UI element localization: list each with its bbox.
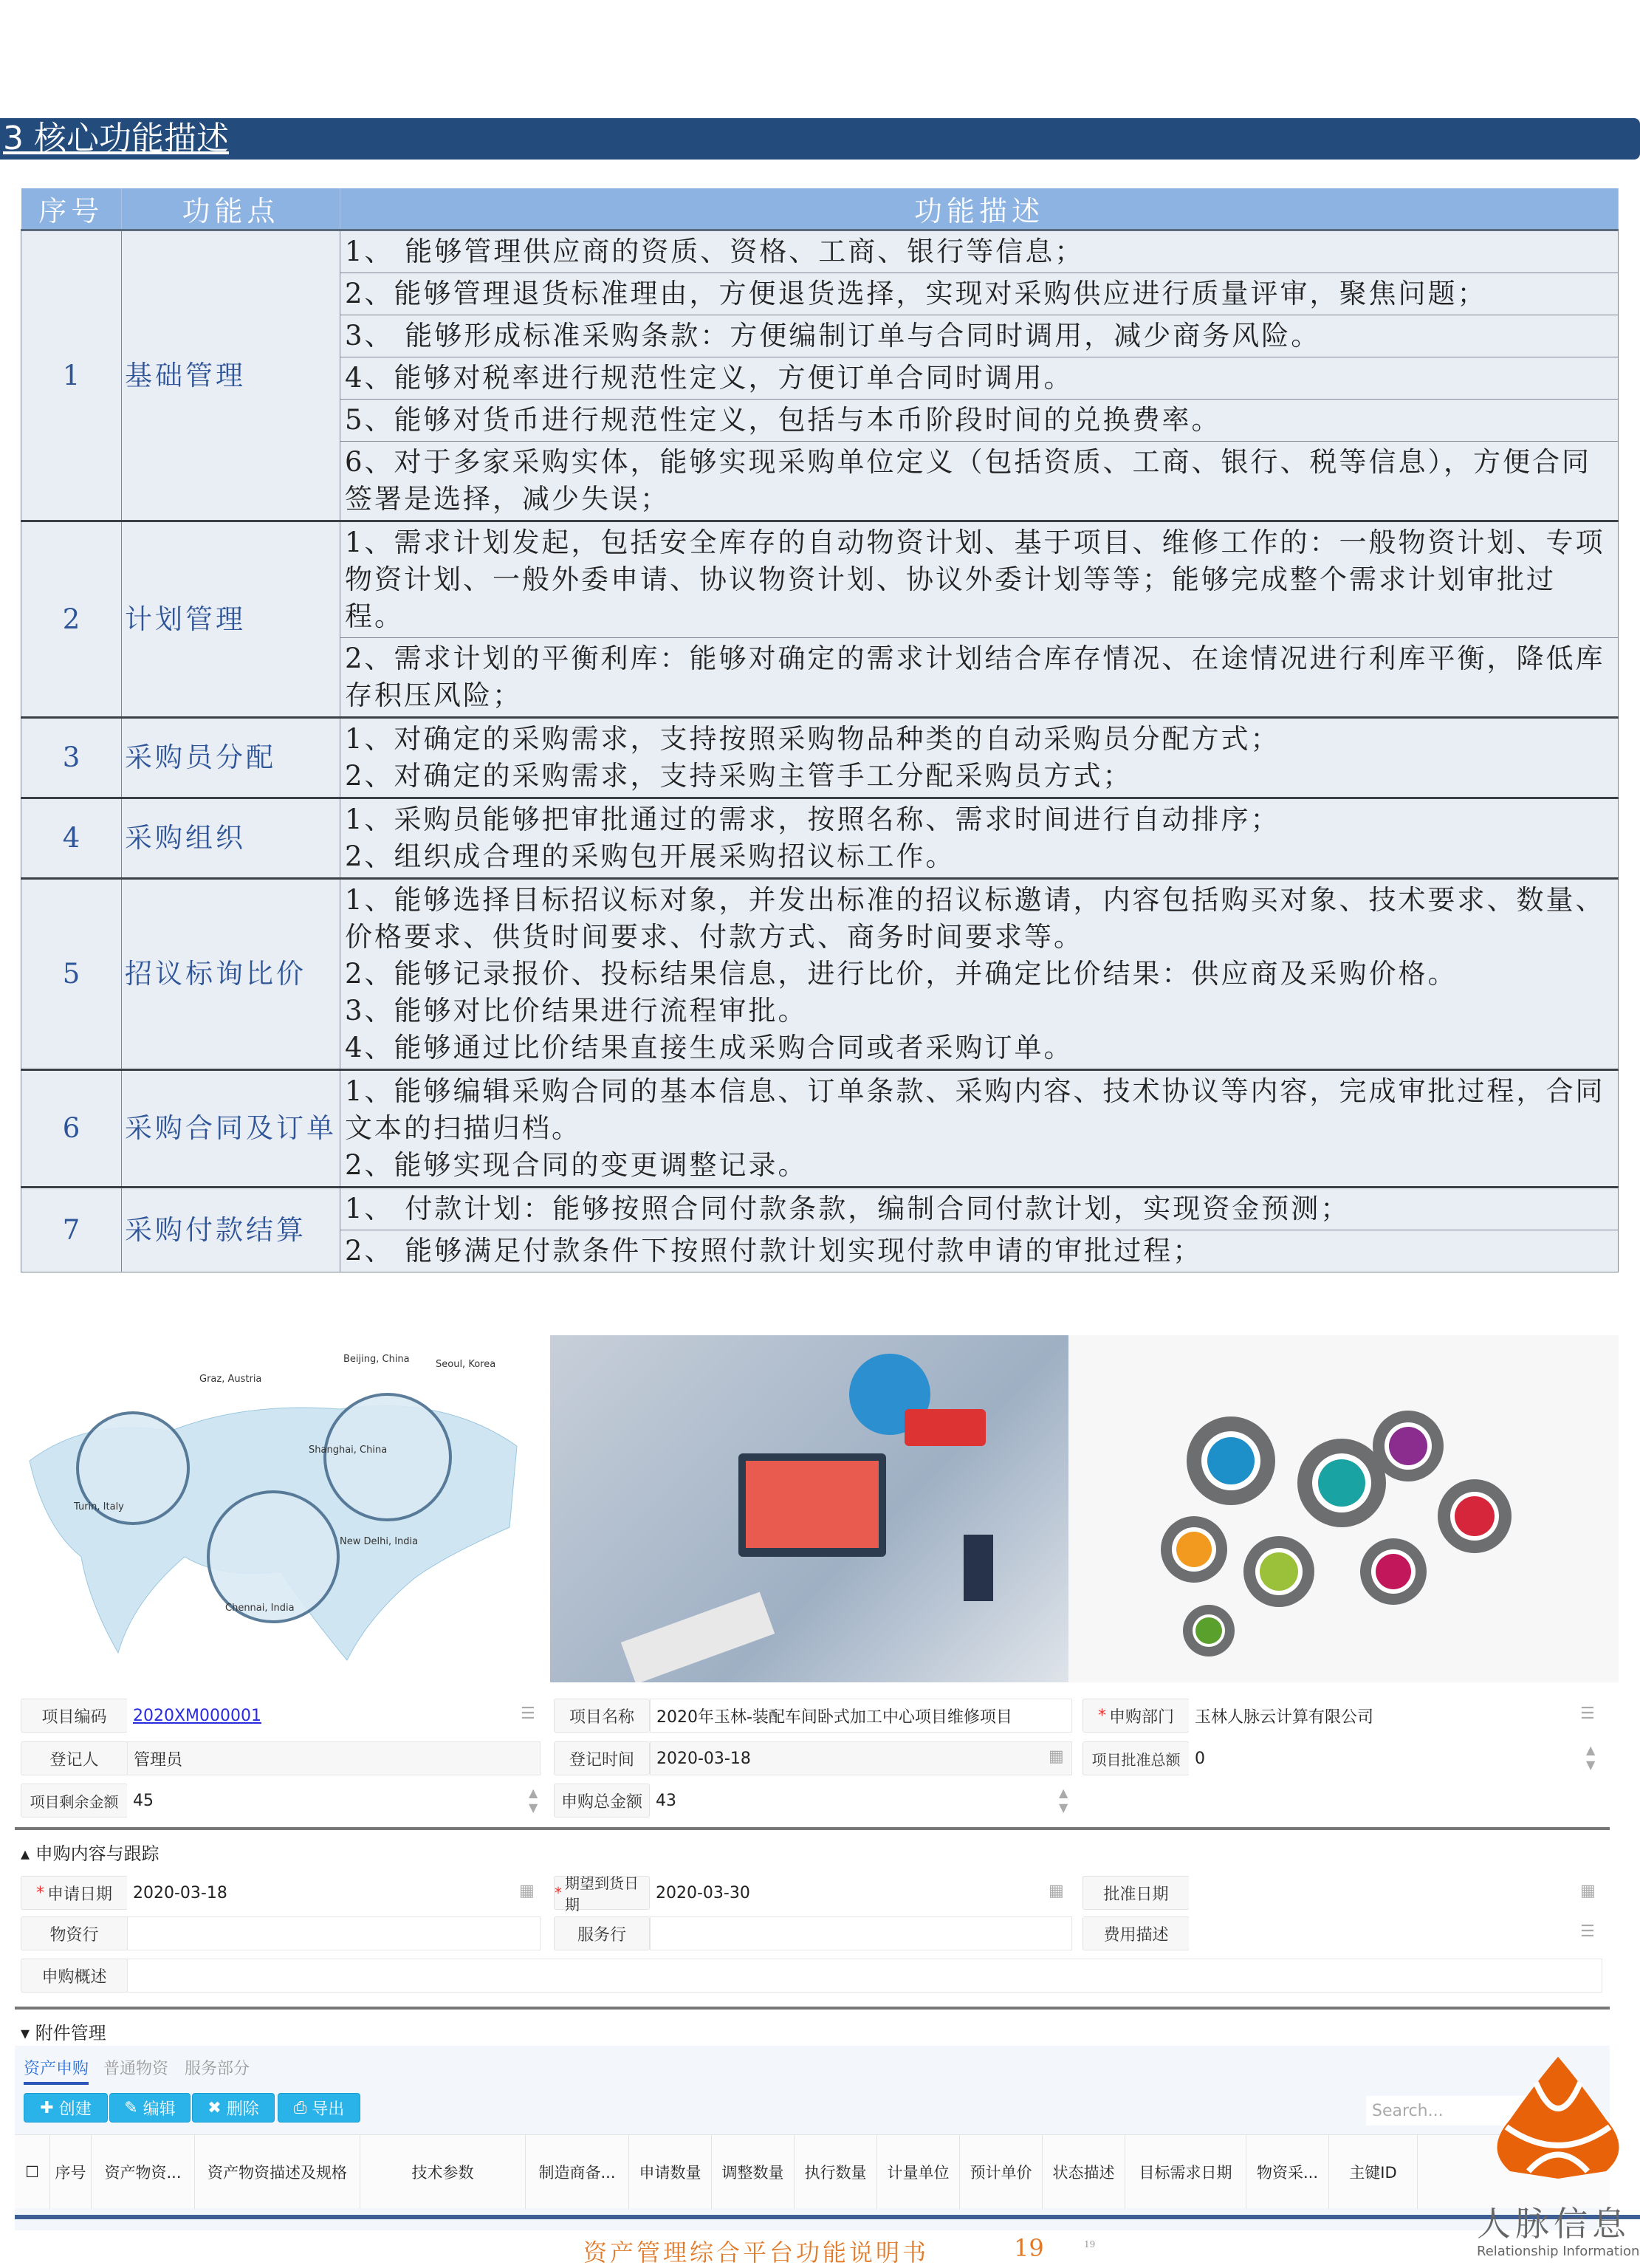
- function-point: 基础管理: [122, 230, 340, 521]
- header-point: 功能点: [122, 188, 340, 230]
- section-toggle-content[interactable]: ▴ 申购内容与跟踪: [21, 1843, 159, 1864]
- stepper-icon[interactable]: ▲ ▼: [529, 1786, 538, 1815]
- apply-date-label: * 申请日期: [21, 1876, 128, 1910]
- column-header[interactable]: 主键ID: [1329, 2135, 1418, 2209]
- table-row: [21, 230, 1619, 273]
- map-label: Chennai, India: [225, 1603, 295, 1614]
- map-label: Shanghai, China: [309, 1445, 388, 1456]
- function-table: [21, 188, 1619, 1272]
- calendar-icon[interactable]: ▦: [519, 1882, 535, 1900]
- material-line-field[interactable]: [127, 1916, 541, 1950]
- tab-general-material[interactable]: 普通物资: [103, 2060, 169, 2078]
- function-description: 2、 能够满足付款条件下按照付款计划实现付款申请的审批过程；: [340, 1230, 1619, 1272]
- edit-label: 编辑: [143, 2100, 176, 2119]
- stepper-icon[interactable]: ▲ ▼: [1059, 1786, 1068, 1815]
- doc-title: 资产管理综合平台功能说明书: [583, 2238, 930, 2267]
- summary-label: 申购概述: [21, 1959, 128, 1993]
- logo-subtitle: Relationship Information: [1477, 2244, 1640, 2259]
- remaining-field[interactable]: 45: [127, 1784, 541, 1818]
- table-row: [21, 1188, 1619, 1230]
- section-title: 申购内容与跟踪: [35, 1843, 159, 1864]
- map-label: Graz, Austria: [199, 1374, 262, 1385]
- column-header[interactable]: 状态描述: [1043, 2135, 1125, 2209]
- function-description: 1、对确定的采购需求，支持按照采购物品种类的自动采购员分配方式； 2、对确定的采购需求，支持采购主管手工分配采购员方式；: [340, 718, 1619, 798]
- function-description: 5、能够对货币进行规范性定义，包括与本币阶段时间的兑换费率。: [340, 400, 1619, 442]
- column-header[interactable]: 资产物资...: [92, 2135, 195, 2209]
- expect-date-label-text: 期望到货日期: [565, 1874, 639, 1914]
- function-point: 采购合同及订单: [122, 1070, 340, 1188]
- row-number: 4: [21, 798, 122, 879]
- service-line-field[interactable]: [650, 1916, 1072, 1950]
- project-code-link[interactable]: 2020XM000001: [127, 1699, 541, 1733]
- project-code-label: 项目编码: [21, 1699, 128, 1733]
- gears-icon: [1068, 1335, 1619, 1682]
- table-row: [21, 1070, 1619, 1188]
- row-number: 6: [21, 1070, 122, 1188]
- reg-time-label: 登记时间: [554, 1741, 650, 1775]
- expect-date-label: * 期望到货日期: [554, 1876, 650, 1910]
- divider: [15, 1827, 1610, 1830]
- service-line-label: 服务行: [554, 1916, 650, 1950]
- expect-date-field[interactable]: 2020-03-30: [650, 1876, 1063, 1910]
- function-description: 2、能够管理退货标准理由，方便退货选择，实现对采购供应进行质量评审，聚焦问题；: [340, 273, 1619, 315]
- footer-rule: [15, 2215, 1640, 2219]
- divider: [15, 2007, 1610, 2010]
- row-number: 3: [21, 718, 122, 798]
- delete-button[interactable]: ✖ 删除: [192, 2093, 275, 2123]
- remaining-label: 项目剩余金额: [21, 1784, 128, 1818]
- export-button[interactable]: ⎙ 导出: [278, 2093, 360, 2123]
- function-description: 1、 付款计划：能够按照合同付款条款，编制合同付款计划，实现资金预测；: [340, 1188, 1619, 1230]
- function-point: 计划管理: [122, 521, 340, 718]
- approved-total-label: 项目批准总额: [1083, 1741, 1190, 1775]
- function-description: 4、能够对税率进行规范性定义，方便订单合同时调用。: [340, 357, 1619, 400]
- page-number: 19: [1014, 2234, 1044, 2262]
- map-label: Seoul, Korea: [436, 1359, 496, 1370]
- function-description: 1、能够选择目标招议标对象，并发出标准的招议标邀请，内容包括购买对象、技术要求、数量、价格要求、供货时间要求、付款方式、商务时间要求等。 2、能够记录报价、投标结果信息，进行比价，并确定比价结果：供应商及采购价格。 3、能够对比价结果进行流程审批。 4、能够通过比价结果直接生成采购合同或者采购订单。: [340, 879, 1619, 1070]
- column-header[interactable]: 计量单位: [877, 2135, 960, 2209]
- page-number-small: 19: [1084, 2239, 1096, 2250]
- project-name-field[interactable]: 2020年玉林-装配车间卧式加工中心项目维修项目: [650, 1699, 1072, 1733]
- column-header[interactable]: 技术参数: [360, 2135, 526, 2209]
- column-header[interactable]: 序号: [50, 2135, 92, 2209]
- row-number: 5: [21, 879, 122, 1070]
- calendar-icon[interactable]: ▦: [1580, 1882, 1596, 1900]
- apply-date-field[interactable]: 2020-03-18: [127, 1876, 541, 1910]
- tab-panel: [15, 2046, 1610, 2230]
- grid-header: [15, 2134, 1610, 2208]
- table-row: [21, 798, 1619, 879]
- column-header[interactable]: 申请数量: [629, 2135, 712, 2209]
- map-label: Turin, Italy: [74, 1501, 124, 1512]
- function-point: 招议标询比价: [122, 879, 340, 1070]
- tab-service[interactable]: 服务部分: [185, 2060, 250, 2078]
- section-title: 3 核心功能描述: [3, 120, 229, 157]
- registrant-label: 登记人: [21, 1741, 128, 1775]
- dept-field[interactable]: 玉林人脉云计算有限公司: [1189, 1699, 1602, 1733]
- edit-button[interactable]: ✎ 编辑: [109, 2093, 191, 2123]
- material-line-label: 物资行: [21, 1916, 128, 1950]
- header-desc: 功能描述: [340, 188, 1619, 230]
- project-name-label: 项目名称: [554, 1699, 650, 1733]
- map-label: New Delhi, India: [340, 1536, 419, 1547]
- logo-name: 人脉信息: [1477, 2204, 1630, 2244]
- function-description: 6、对于多家采购实体，能够实现采购单位定义（包括资质、工商、银行、税等信息），方便合同签署是选择，减少失误；: [340, 442, 1619, 521]
- section-title: 附件管理: [35, 2023, 106, 2043]
- list-icon[interactable]: ☰: [1580, 1922, 1595, 1941]
- approve-date-field[interactable]: [1189, 1876, 1602, 1910]
- column-header[interactable]: 物资采...: [1246, 2135, 1329, 2209]
- table-row: [21, 521, 1619, 638]
- table-row: [21, 718, 1619, 798]
- column-header[interactable]: 制造商备...: [526, 2135, 629, 2209]
- function-point: 采购付款结算: [122, 1188, 340, 1272]
- row-number: 7: [21, 1188, 122, 1272]
- registrant-field[interactable]: 管理员: [127, 1741, 541, 1775]
- delete-label: 删除: [226, 2100, 259, 2119]
- cost-desc-label: 费用描述: [1083, 1916, 1190, 1950]
- apply-total-field[interactable]: 43: [650, 1784, 1063, 1818]
- list-icon[interactable]: ☰: [521, 1705, 535, 1723]
- map-label: Beijing, China: [343, 1354, 410, 1365]
- ecommerce-laptop-icon: [550, 1335, 1068, 1682]
- reg-time-field[interactable]: 2020-03-18: [650, 1741, 1072, 1775]
- calendar-icon[interactable]: ▦: [1049, 1747, 1064, 1766]
- stepper-icon[interactable]: ▲ ▼: [1586, 1743, 1596, 1772]
- tab-asset-purchase[interactable]: 资产申购: [24, 2056, 89, 2085]
- export-label: 导出: [312, 2100, 345, 2119]
- apply-date-label-text: 申请日期: [47, 1885, 112, 1904]
- summary-field[interactable]: [127, 1959, 1602, 1993]
- list-icon[interactable]: ☰: [1580, 1705, 1595, 1723]
- function-point: 采购组织: [122, 798, 340, 879]
- approve-date-label: 批准日期: [1083, 1876, 1190, 1910]
- row-number: 2: [21, 521, 122, 718]
- company-logo: [1477, 2053, 1640, 2266]
- function-description: 1、采购员能够把审批通过的需求，按照名称、需求时间进行自动排序； 2、组织成合理的采购包开展采购招议标工作。: [340, 798, 1619, 879]
- row-number: 1: [21, 230, 122, 521]
- global-map-image: [0, 1335, 548, 1682]
- create-label: 创建: [58, 2100, 92, 2119]
- ecommerce-illustration: [550, 1335, 1068, 1682]
- logo-icon: [1477, 2053, 1640, 2179]
- select-all-checkbox[interactable]: ☐: [15, 2135, 50, 2209]
- business-gears-illustration: [1068, 1335, 1619, 1682]
- function-description: 2、需求计划的平衡利库：能够对确定的需求计划结合库存情况、在途情况进行利库平衡，降低库存积压风险；: [340, 638, 1619, 718]
- dept-label-text: 申购部门: [1108, 1707, 1174, 1727]
- header-no: 序号: [21, 188, 122, 230]
- column-header[interactable]: 执行数量: [795, 2135, 877, 2209]
- function-description: 1、 能够管理供应商的资质、资格、工商、银行等信息；: [340, 230, 1619, 273]
- table-row: [21, 879, 1619, 1070]
- function-point: 采购员分配: [122, 718, 340, 798]
- approved-total-field[interactable]: 0: [1189, 1741, 1602, 1775]
- dept-label: * 申购部门: [1083, 1699, 1190, 1733]
- function-description: 1、需求计划发起，包括安全库存的自动物资计划、基于项目、维修工作的：一般物资计划、专项物资计划、一般外委申请、协议物资计划、协议外委计划等等；能够完成整个需求计划审批过程。: [340, 521, 1619, 638]
- section-title-bar: [0, 118, 1640, 160]
- search-input[interactable]: Search...: [1366, 2096, 1529, 2125]
- column-header[interactable]: 目标需求日期: [1125, 2135, 1246, 2209]
- function-description: 3、 能够形成标准采购条款：方便编制订单与合同时调用，减少商务风险。: [340, 315, 1619, 357]
- cost-desc-field[interactable]: [1189, 1916, 1602, 1950]
- column-header[interactable]: 调整数量: [712, 2135, 795, 2209]
- function-description: 1、能够编辑采购合同的基本信息、订单条款、采购内容、技术协议等内容，完成审批过程，合同文本的扫描归档。 2、能够实现合同的变更调整记录。: [340, 1070, 1619, 1188]
- calendar-icon[interactable]: ▦: [1049, 1882, 1064, 1900]
- create-button[interactable]: ✚ 创建: [24, 2093, 108, 2123]
- column-header[interactable]: 资产物资描述及规格: [195, 2135, 360, 2209]
- section-toggle-attachments[interactable]: ▾ 附件管理: [21, 2023, 106, 2043]
- column-header[interactable]: 预计单价: [960, 2135, 1043, 2209]
- apply-total-label: 申购总金额: [554, 1784, 650, 1818]
